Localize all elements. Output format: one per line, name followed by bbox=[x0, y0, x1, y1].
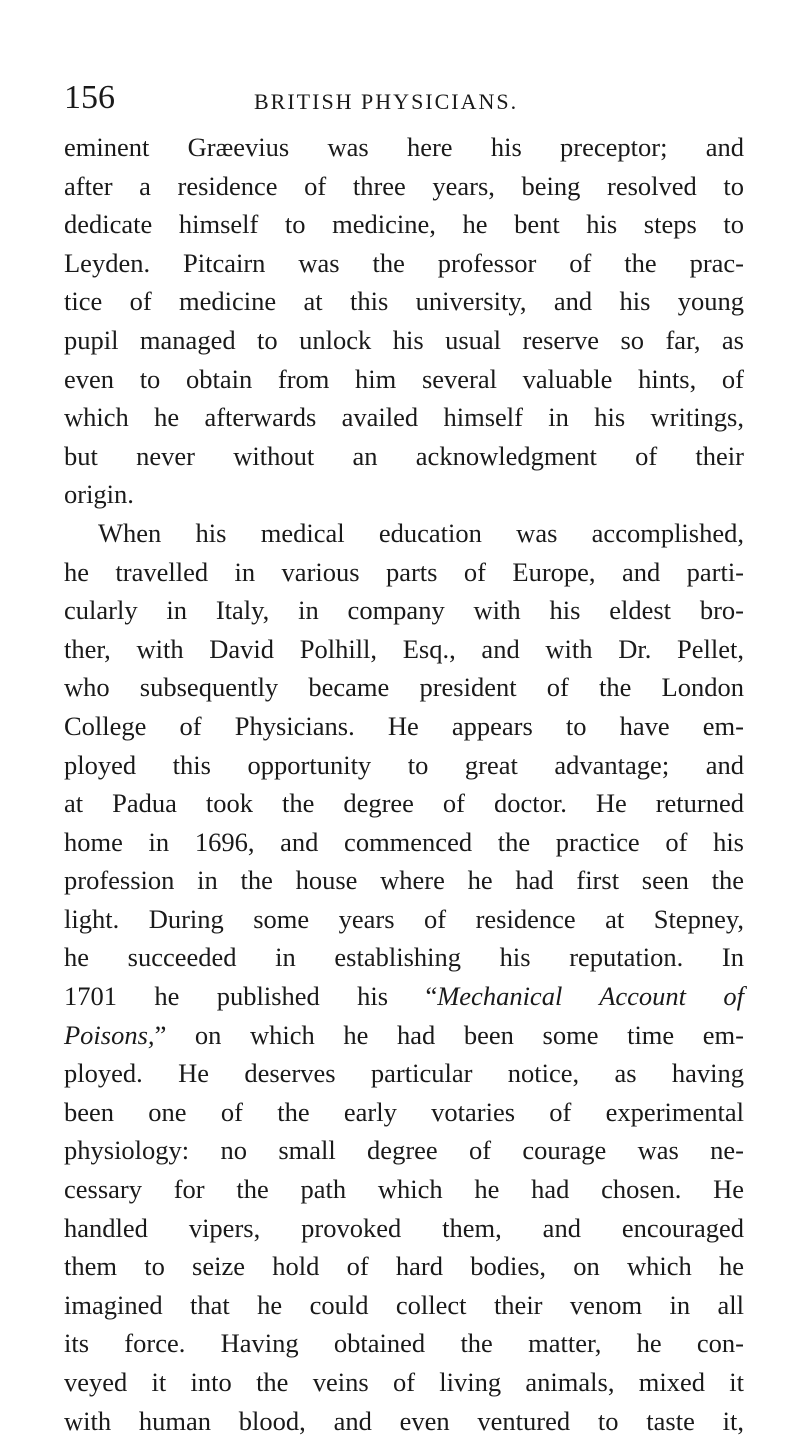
text-line: pupil managed to unlock his usual reserve so far, as bbox=[64, 324, 744, 355]
body-text bbox=[64, 128, 744, 1440]
text-line: light. During some years of residence at Stepney, bbox=[64, 903, 744, 934]
text-line bbox=[64, 1016, 744, 1055]
text-line: College of Physicians. He appears to have em- bbox=[64, 710, 744, 741]
text-line: When his medical education was accomplished, bbox=[98, 517, 744, 548]
running-head bbox=[64, 78, 744, 118]
text-line: even to obtain from him several valuable hints, of bbox=[64, 363, 744, 394]
text-line: its force. Having obtained the matter, he con- bbox=[64, 1328, 744, 1359]
text-line: but never without an acknowledgment of their bbox=[64, 440, 744, 471]
text-line: cessary for the path which he had chosen. He bbox=[64, 1174, 744, 1205]
text-line: ther, with David Polhill, Esq., and with Dr. Pellet, bbox=[64, 633, 744, 664]
text-segment: ” on which he had been some time em- bbox=[154, 1019, 744, 1050]
text-line: handled vipers, provoked them, and encouraged bbox=[64, 1212, 744, 1243]
text-line: been one of the early votaries of experimental bbox=[64, 1096, 744, 1127]
text-line: he travelled in various parts of Europe, and parti- bbox=[64, 556, 744, 587]
text-line: them to seize hold of hard bodies, on which he bbox=[64, 1251, 744, 1282]
text-line: physiology: no small degree of courage was ne- bbox=[64, 1135, 744, 1166]
text-line: profession in the house where he had first seen the bbox=[64, 865, 744, 896]
text-line: eminent Græevius was here his preceptor; and bbox=[64, 132, 744, 162]
text-line: ployed. He deserves particular notice, as having bbox=[64, 1058, 744, 1089]
text-line: veyed it into the veins of living animals, mixed it bbox=[64, 1367, 744, 1397]
text-line: imagined that he could collect their venom in all bbox=[64, 1289, 744, 1320]
text-line: origin. bbox=[64, 479, 134, 510]
text-line bbox=[64, 977, 744, 1016]
text-line: tice of medicine at this university, and his young bbox=[64, 286, 744, 317]
text-line: after a residence of three years, being resolved to bbox=[64, 170, 744, 201]
text-line: at Padua took the degree of doctor. He returned bbox=[64, 788, 744, 819]
text-line: dedicate himself to medicine, he bent his steps to bbox=[64, 209, 744, 240]
text-line: Leyden. Pitcairn was the professor of the prac- bbox=[64, 247, 744, 278]
text-line: which he afterwards availed himself in his writings, bbox=[64, 402, 744, 433]
page-number: 156 bbox=[64, 79, 115, 116]
running-title: BRITISH PHYSICIANS. bbox=[254, 89, 519, 114]
text-line: who subsequently became president of the London bbox=[64, 672, 744, 703]
book-title-italic: Poisons, bbox=[64, 1019, 155, 1050]
text-line: cularly in Italy, in company with his eldest bro- bbox=[64, 595, 744, 626]
text-line: he succeeded in establishing his reputation. In bbox=[64, 942, 744, 973]
text-line: with human blood, and even ventured to taste it, bbox=[64, 1405, 744, 1436]
book-title-italic: Mechanical Account of bbox=[437, 981, 744, 1012]
text-line: home in 1696, and commenced the practice of his bbox=[64, 826, 744, 857]
text-segment: 1701 he published his “ bbox=[64, 981, 438, 1012]
text-line: ployed this opportunity to great advantage; and bbox=[64, 749, 744, 780]
